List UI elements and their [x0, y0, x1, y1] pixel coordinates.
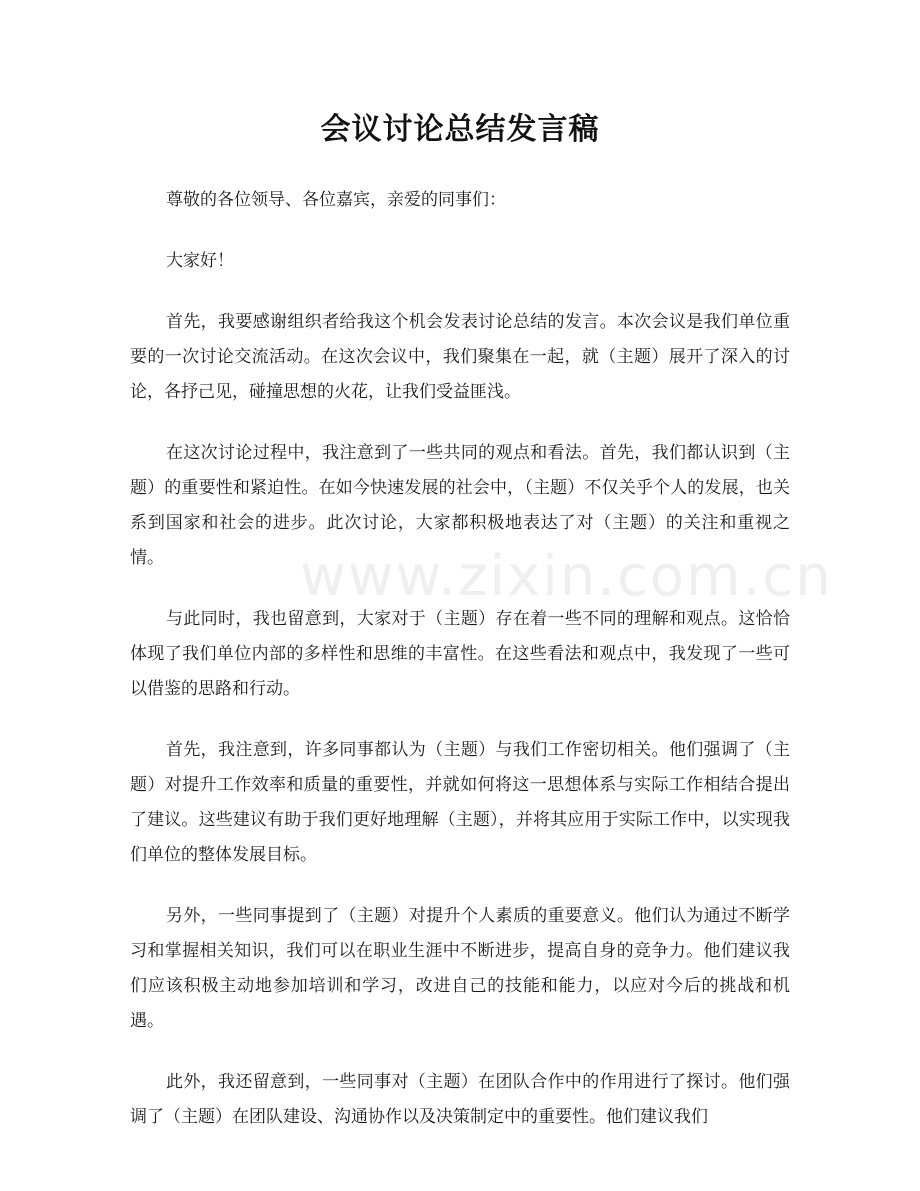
body-paragraph: 首先，我要感谢组织者给我这个机会发表讨论总结的发言。本次会议是我们单位重要的一次讨论交流活动。在这次会议中，我们聚集在一起，就（主题）展开了深入的讨论，各抒己见，碰撞思想的火花，让我们受益匪浅。 [130, 312, 790, 402]
document-title: 会议讨论总结发言稿 [320, 112, 600, 147]
salutation-paragraph: 尊敬的各位领导、各位嘉宾，亲爱的同事们： [166, 190, 506, 210]
body-paragraph: 此外，我还留意到，一些同事对（主题）在团队合作中的作用进行了探讨。他们强调了（主题）在团队建设、沟通协作以及决策制定中的重要性。他们建议我们 [130, 1072, 790, 1127]
body-paragraph: 首先，我注意到，许多同事都认为（主题）与我们工作密切相关。他们强调了（主题）对提升工作效率和质量的重要性，并就如何将这一思想体系与实际工作相结合提出了建议。这些建议有助于我们更好地理解（主题），并将其应用于实际工作中，以实现我们单位的整体发展目标。 [130, 740, 790, 865]
watermark-text: www.zixin.com.cn [300, 544, 833, 609]
greeting-paragraph: 大家好！ [166, 251, 234, 271]
body-paragraph: 另外，一些同事提到了（主题）对提升个人素质的重要意义。他们认为通过不断学习和掌握相关知识，我们可以在职业生涯中不断进步，提高自身的竞争力。他们建议我们应该积极主动地参加培训和学习，改进自己的技能和能力，以应对今后的挑战和机遇。 [130, 906, 790, 1031]
body-paragraph: 在这次讨论过程中，我注意到了一些共同的观点和看法。首先，我们都认识到（主题）的重要性和紧迫性。在如今快速发展的社会中，（主题）不仅关乎个人的发展，也关系到国家和社会的进步。此次讨论，大家都积极地表达了对（主题）的关注和重视之情。 [130, 443, 790, 568]
body-paragraph: 与此同时，我也留意到，大家对于（主题）存在着一些不同的理解和观点。这恰恰体现了我们单位内部的多样性和思维的丰富性。在这些看法和观点中，我发现了一些可以借鉴的思路和行动。 [130, 609, 790, 699]
document-body [130, 183, 790, 1161]
